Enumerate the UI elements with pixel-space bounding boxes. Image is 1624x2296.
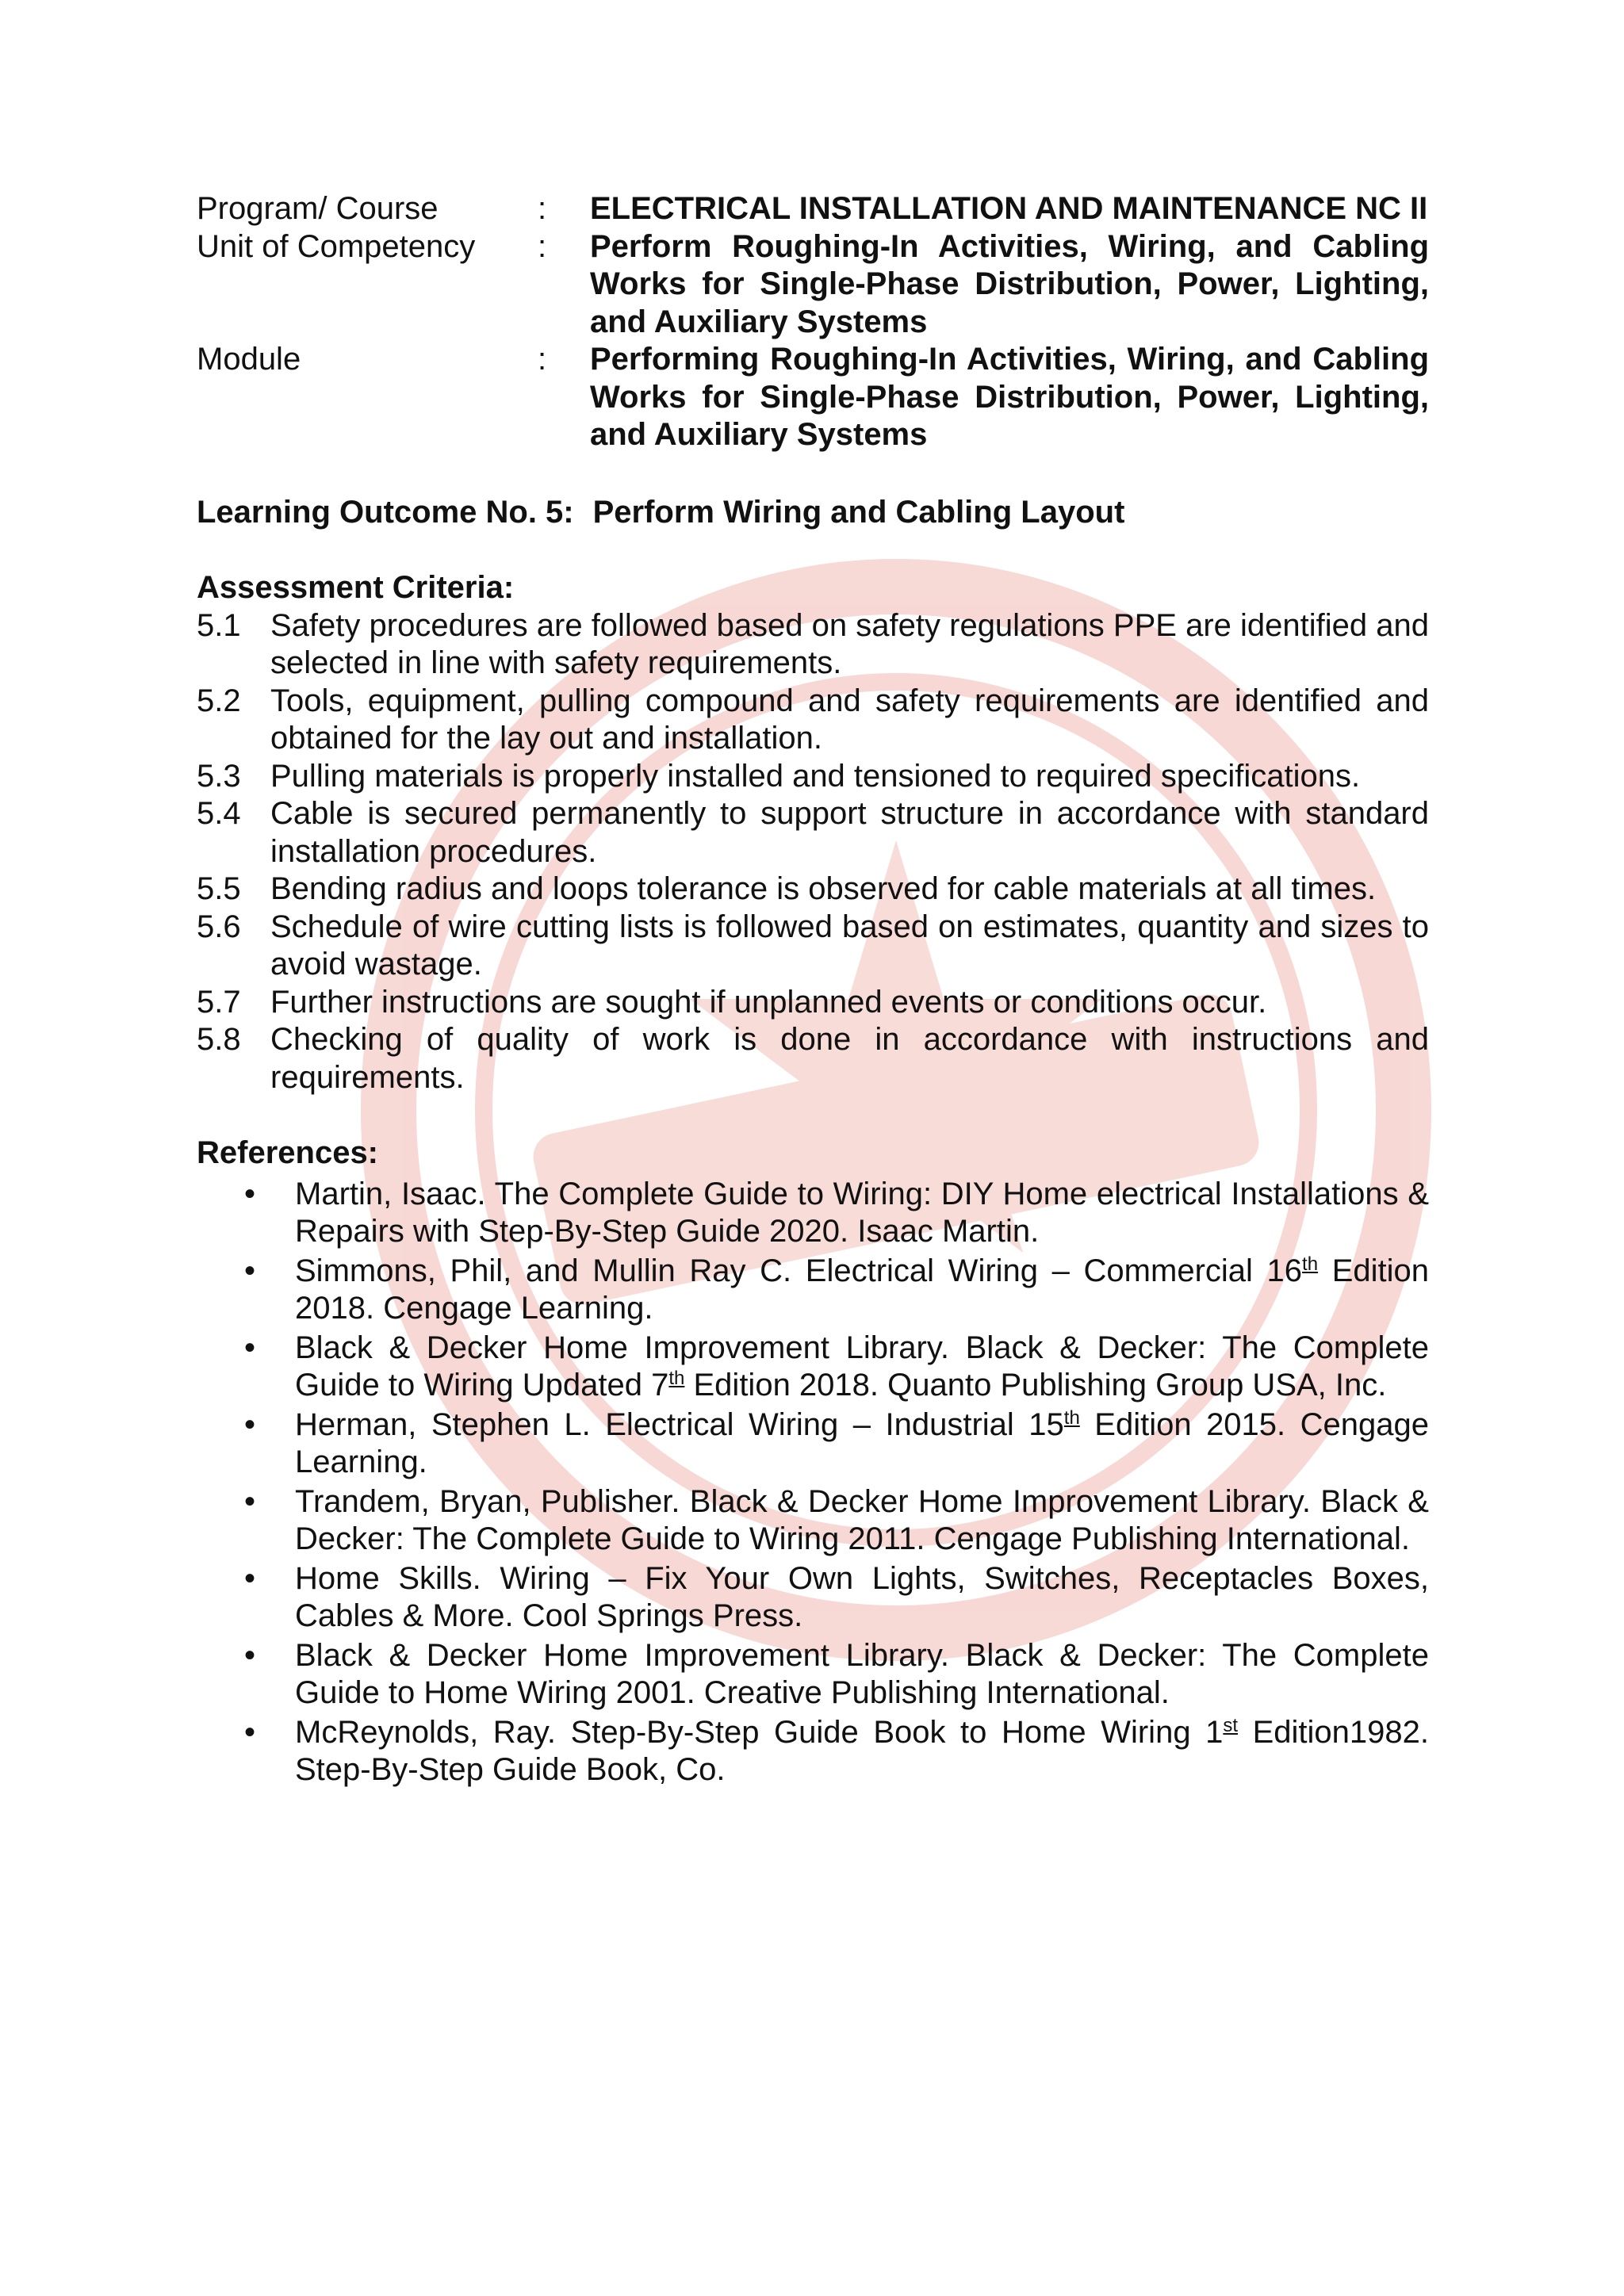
assessment-list [197, 607, 1429, 1097]
bullet-icon: • [244, 1560, 256, 1596]
criterion-item [197, 909, 1429, 984]
header-row-unit [197, 228, 1429, 342]
criterion-text: Cable is secured permanently to support structure in accordance with standard installation procedures. [270, 796, 1429, 869]
header-label: Program/ Course [197, 191, 439, 226]
reference-item [197, 1253, 1429, 1328]
bullet-icon: • [244, 1330, 256, 1365]
criterion-item [197, 607, 1429, 683]
header-row-program [197, 190, 1429, 228]
learning-outcome-label: Learning Outcome No. 5: [197, 494, 574, 530]
criterion-item [197, 758, 1429, 796]
criterion-text: Bending radius and loops tolerance is observed for cable materials at all times. [270, 871, 1377, 906]
header-colon: : [538, 191, 547, 226]
criterion-item [197, 871, 1429, 909]
criterion-item [197, 984, 1429, 1022]
header-block [197, 190, 1429, 454]
header-value: ELECTRICAL INSTALLATION AND MAINTENANCE NC II [590, 191, 1428, 226]
reference-item [197, 1406, 1429, 1482]
reference-text: Herman, Stephen L. Electrical Wiring – Industrial 15 [295, 1406, 1064, 1442]
bullet-icon: • [244, 1637, 256, 1673]
criterion-text: Safety procedures are followed based on safety regulations PPE are identified and selected in line with safety requirements. [270, 607, 1429, 680]
ordinal-suffix: th [668, 1368, 685, 1389]
ordinal-suffix: st [1223, 1714, 1239, 1736]
reference-item [197, 1176, 1429, 1251]
header-label: Unit of Competency [197, 228, 476, 264]
references-title: References: [197, 1135, 379, 1170]
bullet-icon: • [244, 1176, 256, 1211]
criterion-number: 5.6 [197, 909, 241, 944]
reference-item [197, 1714, 1429, 1789]
document-page [197, 190, 1429, 1791]
reference-text: Black & Decker Home Improvement Library. Black & Decker: The Complete Guide to Wiring Updated 7 [295, 1330, 1429, 1402]
reference-text-cont: Edition 2015. Cengage Learning. [295, 1406, 1430, 1479]
criterion-text: Checking of quality of work is done in accordance with instructions and requirements. [270, 1022, 1429, 1095]
reference-text: Martin, Isaac. The Complete Guide to Wiring: DIY Home electrical Installations & Repairs with Step-By-Step Guide 2020. Isaac Martin. [295, 1176, 1429, 1249]
criterion-number: 5.4 [197, 796, 241, 831]
header-colon: : [538, 228, 547, 264]
reference-item [197, 1637, 1429, 1712]
reference-text-cont: Edition 2018. Quanto Publishing Group USA, Inc. [684, 1368, 1387, 1402]
header-colon: : [538, 342, 547, 377]
reference-item [197, 1330, 1429, 1405]
criterion-item [197, 1021, 1429, 1096]
reference-text: McReynolds, Ray. Step-By-Step Guide Book to Home Wiring 1 [295, 1714, 1224, 1750]
references-list [197, 1176, 1429, 1789]
learning-outcome-value: Perform Wiring and Cabling Layout [592, 494, 1125, 530]
reference-text-cont: Edition 2018. Cengage Learning. [295, 1253, 1430, 1326]
criterion-number: 5.5 [197, 871, 241, 906]
criterion-number: 5.2 [197, 683, 241, 718]
reference-text: Simmons, Phil, and Mullin Ray C. Electrical Wiring – Commercial 16 [295, 1253, 1303, 1288]
criterion-text: Schedule of wire cutting lists is followed based on estimates, quantity and sizes to avoid wastage. [270, 909, 1429, 982]
reference-text-cont: Edition1982. Step-By-Step Guide Book, Co. [295, 1714, 1430, 1787]
bullet-icon: • [244, 1714, 256, 1750]
ordinal-suffix: th [1063, 1406, 1080, 1429]
header-label: Module [197, 342, 301, 377]
criterion-number: 5.1 [197, 607, 241, 643]
reference-text: Black & Decker Home Improvement Library. Black & Decker: The Complete Guide to Home Wiring 2001. Creative Publishing International. [295, 1637, 1429, 1710]
bullet-icon: • [244, 1483, 256, 1519]
assessment-title: Assessment Criteria: [197, 570, 515, 605]
header-value: Perform Roughing-In Activities, Wiring, and Cabling Works for Single-Phase Distribution, Power, Lighting, and Auxiliary Systems [590, 228, 1429, 339]
header-row-module [197, 341, 1429, 454]
criterion-item [197, 683, 1429, 758]
criterion-number: 5.8 [197, 1022, 241, 1057]
learning-outcome [197, 494, 1429, 532]
bullet-icon: • [244, 1253, 256, 1288]
bullet-icon: • [244, 1406, 256, 1442]
criterion-item [197, 795, 1429, 871]
reference-item [197, 1560, 1429, 1636]
reference-text: Trandem, Bryan, Publisher. Black & Decker Home Improvement Library. Black & Decker: The Complete Guide to Wiring 2011. Cengage Publishing International. [295, 1483, 1429, 1556]
criterion-text: Tools, equipment, pulling compound and safety requirements are identified and obtained for the lay out and installation. [270, 683, 1429, 756]
header-value: Performing Roughing-In Activities, Wiring, and Cabling Works for Single-Phase Distribution, Power, Lighting, and Auxiliary Systems [590, 342, 1429, 452]
criterion-number: 5.7 [197, 984, 241, 1020]
criterion-text: Further instructions are sought if unplanned events or conditions occur. [270, 984, 1267, 1020]
criterion-text: Pulling materials is properly installed and tensioned to required specifications. [270, 758, 1361, 794]
reference-item [197, 1483, 1429, 1559]
criterion-number: 5.3 [197, 758, 241, 794]
reference-text: Home Skills. Wiring – Fix Your Own Lights, Switches, Receptacles Boxes, Cables & More. Cool Springs Press. [295, 1560, 1429, 1633]
ordinal-suffix: th [1302, 1253, 1319, 1275]
